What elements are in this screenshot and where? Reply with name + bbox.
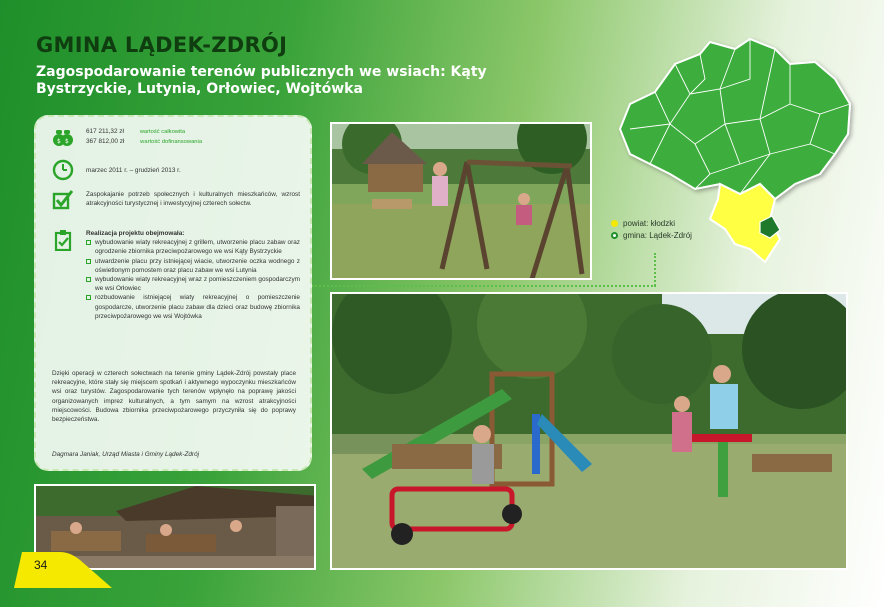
- cofunding-value-amount: 367 812,00 zł: [86, 138, 125, 145]
- task-item: utwardzenie placu przy istniejącej wiacie, utworzenie oczka wodnego z oświetlonym pomostem oraz placu zabaw we wsi Lutynia: [86, 257, 300, 275]
- dotted-connector: [312, 285, 656, 287]
- svg-text:$: $: [57, 138, 61, 145]
- goal-text: Zaspokajanie potrzeb społecznych i kulturalnych mieszkańców, wzrost atrakcyjności turystycznej i inwestycyjnej czterech sołectw.: [86, 191, 300, 208]
- task-item: rozbudowanie istniejącej wiaty rekreacyjnej o pomieszczenie gospodarcze, utworzenie placu zabaw dla dzieci oraz budowę zbiornika przeciwpożarowego we wsi Wojtówka: [86, 293, 300, 321]
- photo-playground: [330, 292, 848, 570]
- money-bags-icon: [52, 127, 74, 149]
- total-value-amount: 617 211,32 zł: [86, 128, 124, 135]
- swings-scene: [332, 124, 592, 280]
- page-subtitle: Zagospodarowanie terenów publicznych we wsiach: Kąty Bystrzyckie, Lutynia, Orłowiec, Wojtówka: [36, 64, 487, 97]
- total-value-label: wartość całkowita: [139, 129, 186, 135]
- project-description: Dzięki operacji w czterech sołectwach na terenie gminy Lądek-Zdrój powstały place rekreacyjne, które stały się miejscem spotkań i aktywnego wypoczynku mieszkańców wsi oraz turystów. Zagospodarowanie tych terenów wpłynęło na poprawę jakości organizowanych imprez kulturalnych, a tym samym na wzrost atrakcyjności miejscowości. Budowa zbiornika przeciwpożarowego przyczyniła się do poprawy bezpieczeństwa.: [52, 370, 296, 424]
- yellow-dot-icon: [611, 220, 618, 227]
- task-item: wybudowanie wiaty rekreacyjnej wraz z pomieszczeniem gospodarczym we wsi Orłowiec: [86, 275, 300, 293]
- legend-item-gmina: [611, 230, 692, 242]
- goal-row: [52, 189, 300, 223]
- cofunding-value-label: wartość dofinansowania: [140, 139, 203, 145]
- page-number: 34: [34, 558, 48, 572]
- legend-label: gmina: Lądek-Zdrój: [623, 231, 692, 240]
- author-credit: Dagmara Janiak, Urząd Miasta i Gminy Lądek-Zdrój: [52, 451, 200, 458]
- page-number-tab: [0, 548, 120, 588]
- green-ring-icon: [611, 232, 618, 239]
- legend-item-county: [611, 218, 692, 230]
- legend-label: powiat: kłodzki: [623, 219, 676, 228]
- cofunding-value: [86, 137, 300, 147]
- funding-row: [52, 127, 300, 153]
- svg-text:$: $: [65, 138, 69, 145]
- playground-scene: [332, 294, 848, 570]
- photo-swings: [330, 122, 592, 280]
- info-box: [34, 115, 312, 471]
- map-legend: [611, 218, 692, 242]
- voivodeship-shape: [620, 39, 850, 199]
- tasks-row: [52, 229, 300, 364]
- clipboard-icon: [52, 229, 74, 251]
- period-text: marzec 2011 r. – grudzień 2013 r.: [86, 167, 181, 174]
- period-row: [52, 159, 300, 181]
- clock-icon: [52, 159, 74, 181]
- total-value: [86, 127, 300, 137]
- task-item: wybudowanie wiaty rekreacyjnej z grillem, utworzenie placu zabaw oraz ogrodzenie zbiornika przeciwpożarowego we wsi Kąty Bystrzyckie: [86, 238, 300, 256]
- tasks-heading: Realizacja projektu obejmowała:: [86, 230, 185, 237]
- page-title: GMINA LĄDEK-ZDRÓJ: [36, 33, 288, 57]
- checkbox-check-icon: [52, 189, 74, 211]
